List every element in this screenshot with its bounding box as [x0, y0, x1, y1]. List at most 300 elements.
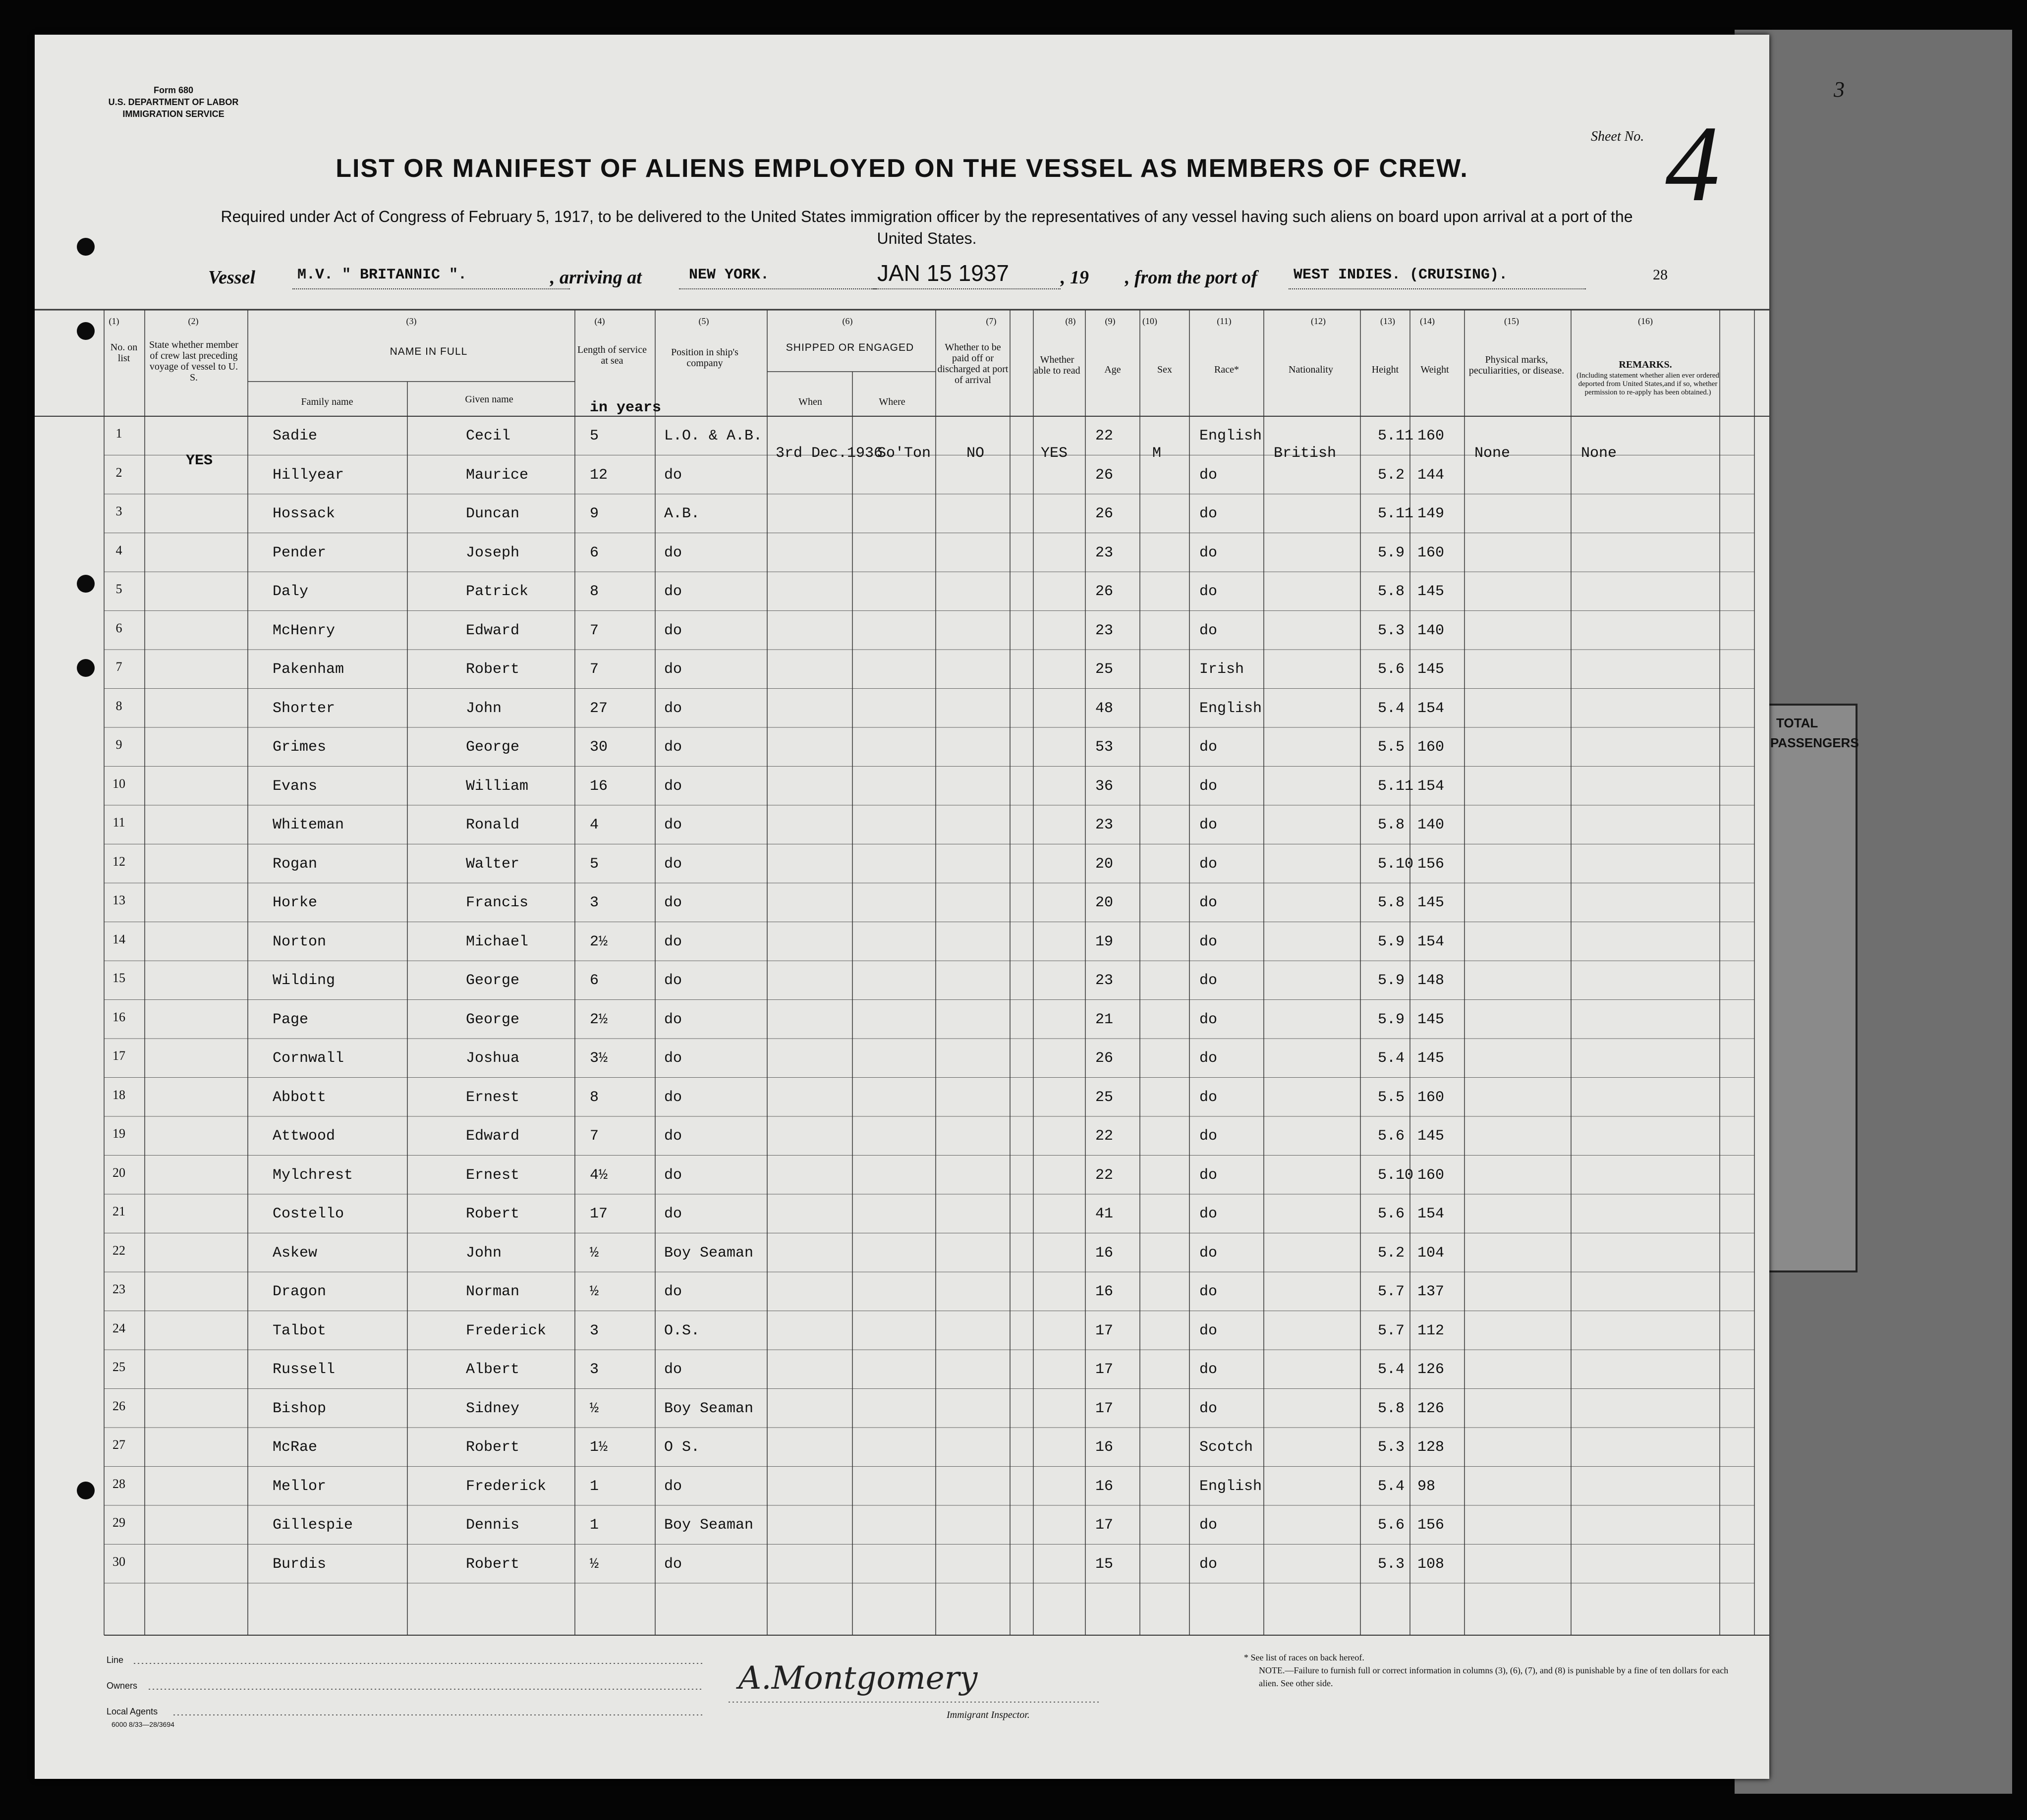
race: do — [1199, 1400, 1218, 1417]
age: 23 — [1095, 817, 1114, 833]
height: 5.4 — [1378, 1050, 1405, 1067]
weight: 156 — [1417, 1517, 1445, 1534]
position: do — [664, 1478, 682, 1495]
service-years: 17 — [590, 1206, 608, 1222]
given-name: Robert — [466, 1206, 520, 1222]
row-number: 3 — [115, 504, 122, 518]
row-number: 26 — [113, 1398, 125, 1413]
weight: 145 — [1417, 1050, 1445, 1067]
family-name: Pakenham — [273, 661, 344, 678]
given-name: Ernest — [466, 1166, 520, 1184]
position: do — [664, 544, 682, 561]
weight: 160 — [1417, 739, 1445, 756]
paid-off-value: NO — [966, 445, 985, 462]
height: 5.9 — [1378, 972, 1405, 989]
family-name: Mylchrest — [273, 1166, 353, 1184]
col-number: (13) — [1380, 316, 1395, 326]
state-member-value: YES — [186, 452, 213, 469]
race: do — [1199, 1011, 1218, 1028]
service-years: 8 — [590, 583, 599, 600]
family-name: Sadie — [273, 428, 318, 444]
given-name: Norman — [466, 1283, 520, 1300]
service-years: 27 — [590, 700, 608, 717]
family-name: McHenry — [273, 622, 336, 639]
col-number: (16) — [1638, 316, 1653, 326]
punch-hole — [77, 1482, 95, 1499]
manifest-page — [35, 35, 1769, 1779]
service-years: 7 — [590, 661, 599, 678]
height: 5.9 — [1378, 933, 1405, 950]
weight: 145 — [1417, 1128, 1445, 1145]
age: 53 — [1095, 739, 1114, 756]
header-in-years: in years — [590, 399, 662, 416]
service-years: ½ — [590, 1555, 599, 1573]
vessel-label: Vessel — [208, 267, 255, 288]
row-number: 11 — [113, 815, 125, 829]
given-name: George — [466, 739, 520, 756]
family-name: Russell — [273, 1361, 336, 1378]
row-number: 7 — [115, 660, 122, 674]
header-weight: Weight — [1420, 364, 1449, 375]
age: 48 — [1095, 700, 1114, 717]
col-number: (8) — [1065, 316, 1076, 326]
weight: 154 — [1417, 1206, 1445, 1222]
height: 5.8 — [1378, 583, 1405, 600]
height: 5.3 — [1378, 1439, 1405, 1456]
row-number: 4 — [115, 543, 122, 557]
header-given-name: Given name — [465, 394, 513, 405]
family-name: Bishop — [273, 1400, 327, 1417]
col-number: (4) — [594, 316, 605, 326]
weight: 160 — [1417, 1166, 1445, 1184]
given-name: Robert — [466, 1555, 520, 1573]
service-years: 3 — [590, 894, 599, 911]
given-name: Robert — [466, 661, 520, 678]
position: do — [664, 894, 682, 911]
given-name: Patrick — [466, 583, 529, 600]
position: Boy Seaman — [664, 1400, 754, 1417]
family-name: Hillyear — [273, 466, 344, 484]
race: do — [1199, 739, 1218, 756]
position: A.B. — [664, 505, 700, 522]
family-name: Page — [273, 1011, 309, 1028]
race: do — [1199, 972, 1218, 989]
given-name: George — [466, 1011, 520, 1028]
race: do — [1199, 1244, 1218, 1262]
service-years: ½ — [590, 1283, 599, 1300]
given-name: Maurice — [466, 466, 529, 484]
stamp-line-1: TOTAL — [1776, 716, 1818, 730]
family-name: Dragon — [273, 1283, 327, 1300]
weight: 126 — [1417, 1361, 1445, 1378]
position: do — [664, 972, 682, 989]
height: 5.7 — [1378, 1322, 1405, 1339]
position: do — [664, 622, 682, 639]
age: 26 — [1095, 505, 1114, 522]
race: English — [1199, 1478, 1262, 1495]
footer-line-label: Line — [107, 1655, 124, 1665]
race: do — [1199, 544, 1218, 561]
family-name: McRae — [273, 1439, 318, 1456]
inspector-signature: A.Montgomery — [738, 1660, 978, 1697]
weight: 140 — [1417, 817, 1445, 833]
age: 20 — [1095, 894, 1114, 911]
given-name: William — [466, 777, 529, 795]
family-name: Askew — [273, 1244, 318, 1262]
race: do — [1199, 855, 1218, 873]
document-title: LIST OR MANIFEST OF ALIENS EMPLOYED ON THE VESSEL AS MEMBERS OF CREW. — [336, 154, 1468, 183]
header-remarks-note: (Including statement whether alien ever ordered deported from United States,and if so, whether permission to re-apply has been obtained.) — [1577, 372, 1719, 396]
weight: 126 — [1417, 1400, 1445, 1417]
date-stamp: JAN 15 1937 — [877, 260, 1009, 286]
height: 5.9 — [1378, 544, 1405, 561]
given-name: Joshua — [466, 1050, 520, 1067]
weight: 154 — [1417, 933, 1445, 950]
position: do — [664, 1206, 682, 1222]
header-nationality: Nationality — [1289, 364, 1333, 375]
race: do — [1199, 466, 1218, 484]
given-name: Edward — [466, 1128, 520, 1145]
row-number: 19 — [113, 1126, 125, 1141]
punch-hole — [77, 238, 95, 256]
weight: 156 — [1417, 855, 1445, 873]
race: do — [1199, 1361, 1218, 1378]
race: Irish — [1199, 661, 1244, 678]
service-years: 2½ — [590, 1011, 608, 1028]
shipped-where-value: So'Ton — [877, 445, 931, 462]
row-number: 21 — [113, 1204, 125, 1218]
age: 20 — [1095, 855, 1114, 873]
weight: 160 — [1417, 1089, 1445, 1106]
height: 5.11 — [1378, 505, 1414, 522]
row-number: 15 — [113, 971, 125, 985]
height: 5.8 — [1378, 817, 1405, 833]
header-able-read: Whether able to read — [1034, 354, 1080, 376]
height: 5.2 — [1378, 1244, 1405, 1262]
age: 17 — [1095, 1361, 1114, 1378]
service-years: 16 — [590, 777, 608, 795]
remarks-value: None — [1581, 445, 1617, 462]
row-number: 5 — [115, 582, 122, 596]
family-name: Costello — [273, 1206, 344, 1222]
age: 36 — [1095, 777, 1114, 795]
family-name: Talbot — [273, 1322, 327, 1339]
weight: 154 — [1417, 777, 1445, 795]
service-years: 3 — [590, 1322, 599, 1339]
race: do — [1199, 1050, 1218, 1067]
age: 23 — [1095, 544, 1114, 561]
races-note: * See list of races on back hereof. — [1244, 1653, 1364, 1662]
race: do — [1199, 1322, 1218, 1339]
given-name: Albert — [466, 1361, 520, 1378]
sheet-label: Sheet No. — [1591, 129, 1644, 144]
weight: 140 — [1417, 622, 1445, 639]
header-shipped-engaged: SHIPPED OR ENGAGED — [786, 342, 914, 353]
race: do — [1199, 583, 1218, 600]
position: do — [664, 855, 682, 873]
age: 16 — [1095, 1244, 1114, 1262]
height: 5.11 — [1378, 428, 1414, 444]
age: 22 — [1095, 1166, 1114, 1184]
weight: 98 — [1417, 1478, 1436, 1495]
height: 5.6 — [1378, 1206, 1405, 1222]
race: do — [1199, 777, 1218, 795]
age: 23 — [1095, 622, 1114, 639]
row-number: 29 — [113, 1515, 125, 1530]
inspector-caption: Immigrant Inspector. — [947, 1710, 1030, 1720]
weight: 145 — [1417, 1011, 1445, 1028]
race: do — [1199, 1166, 1218, 1184]
race: do — [1199, 1555, 1218, 1573]
arriving-label: , arriving at — [550, 267, 642, 288]
header-family-name: Family name — [301, 396, 353, 407]
weight: 148 — [1417, 972, 1445, 989]
age: 16 — [1095, 1478, 1114, 1495]
form-number: Form 680 — [153, 85, 194, 95]
position: do — [664, 1166, 682, 1184]
punch-hole — [77, 659, 95, 677]
given-name: Robert — [466, 1439, 520, 1456]
row-number: 18 — [113, 1087, 125, 1102]
weight: 112 — [1417, 1322, 1445, 1339]
footer-print-code: 6000 8/33—28/3694 — [112, 1720, 174, 1728]
vessel-count: 28 — [1653, 267, 1668, 283]
position: do — [664, 661, 682, 678]
position: do — [664, 700, 682, 717]
service-years: 6 — [590, 544, 599, 561]
service-years: 1½ — [590, 1439, 608, 1456]
given-name: Frederick — [466, 1478, 547, 1495]
position: do — [664, 1555, 682, 1573]
punch-hole — [77, 575, 95, 593]
service-years: 3 — [590, 1361, 599, 1378]
family-name: Grimes — [273, 739, 327, 756]
age: 17 — [1095, 1400, 1114, 1417]
col-number: (2) — [188, 316, 199, 326]
family-name: Burdis — [273, 1555, 327, 1573]
row-number: 16 — [113, 1009, 125, 1024]
given-name: Duncan — [466, 505, 520, 522]
header-paid-off: Whether to be paid off or discharged at port of arrival — [937, 342, 1009, 386]
height: 5.5 — [1378, 739, 1405, 756]
position: do — [664, 933, 682, 950]
col-number: (1) — [109, 316, 119, 326]
row-number: 12 — [113, 854, 125, 869]
age: 16 — [1095, 1283, 1114, 1300]
service-years: 9 — [590, 505, 599, 522]
service-years: ½ — [590, 1244, 599, 1262]
nationality-value: British — [1274, 445, 1337, 462]
race: do — [1199, 505, 1218, 522]
weight: 137 — [1417, 1283, 1445, 1300]
height: 5.8 — [1378, 894, 1405, 911]
able-read-value: YES — [1041, 445, 1068, 462]
position: do — [664, 739, 682, 756]
family-name: Abbott — [273, 1089, 327, 1106]
service-years: 3½ — [590, 1050, 608, 1067]
height: 5.6 — [1378, 1517, 1405, 1534]
service-years: 7 — [590, 622, 599, 639]
service-years: 5 — [590, 855, 599, 873]
family-name: Cornwall — [273, 1050, 344, 1067]
age: 17 — [1095, 1517, 1114, 1534]
position: do — [664, 777, 682, 795]
height: 5.5 — [1378, 1089, 1405, 1106]
position: do — [664, 1128, 682, 1145]
race: do — [1199, 1283, 1218, 1300]
row-number: 10 — [113, 776, 125, 791]
header-state-member: State whether member of crew last preceding voyage of vessel to U. S. — [149, 339, 238, 383]
height: 5.4 — [1378, 700, 1405, 717]
row-number: 8 — [115, 698, 122, 713]
family-name: Pender — [273, 544, 327, 561]
race: do — [1199, 622, 1218, 639]
col-number: (5) — [698, 316, 709, 326]
height: 5.3 — [1378, 1555, 1405, 1573]
race: do — [1199, 894, 1218, 911]
weight: 160 — [1417, 544, 1445, 561]
weight: 145 — [1417, 894, 1445, 911]
weight: 149 — [1417, 505, 1445, 522]
header-when: When — [798, 396, 822, 407]
position: do — [664, 1050, 682, 1067]
race: do — [1199, 1517, 1218, 1534]
position: O S. — [664, 1439, 700, 1456]
col-number: (15) — [1504, 316, 1519, 326]
service-years: ½ — [590, 1400, 599, 1417]
sex-value: M — [1152, 445, 1162, 462]
height: 5.2 — [1378, 466, 1405, 484]
col-number: (3) — [406, 316, 417, 326]
header-height: Height — [1371, 364, 1399, 375]
header-sex: Sex — [1157, 364, 1172, 375]
height: 5.6 — [1378, 1128, 1405, 1145]
age: 22 — [1095, 428, 1114, 444]
height: 5.6 — [1378, 661, 1405, 678]
race: Scotch — [1199, 1439, 1253, 1456]
age: 26 — [1095, 1050, 1114, 1067]
stamp-line-2: PASSENGERS — [1770, 735, 1859, 750]
row-number: 22 — [113, 1243, 125, 1258]
age: 17 — [1095, 1322, 1114, 1339]
weight: 160 — [1417, 428, 1445, 444]
weight: 144 — [1417, 466, 1445, 484]
family-name: Rogan — [273, 855, 318, 873]
col-number: (9) — [1105, 316, 1116, 326]
age: 21 — [1095, 1011, 1114, 1028]
corner-mark: 3 — [1834, 77, 1845, 102]
age: 26 — [1095, 583, 1114, 600]
position: do — [664, 1283, 682, 1300]
from-port: WEST INDIES. (CRUISING). — [1294, 267, 1508, 283]
race: do — [1199, 1089, 1218, 1106]
age: 15 — [1095, 1555, 1114, 1573]
header-position: Position in ship's company — [671, 347, 738, 369]
age: 41 — [1095, 1206, 1114, 1222]
position: do — [664, 466, 682, 484]
height: 5.3 — [1378, 622, 1405, 639]
given-name: Cecil — [466, 428, 511, 444]
back-sheet — [1735, 30, 2012, 1794]
row-number: 1 — [115, 426, 122, 441]
row-number: 14 — [113, 932, 125, 946]
service-years: 4½ — [590, 1166, 608, 1184]
vessel-name: M.V. " BRITANNIC ". — [297, 267, 467, 283]
height: 5.10 — [1378, 855, 1414, 873]
footer-owners-label: Owners — [107, 1681, 138, 1691]
position: Boy Seaman — [664, 1244, 754, 1262]
penalty-note: NOTE.—Failure to furnish full or correct information in columns (3), (6), (7), and (8) is punishable by a fine of ten dollars for each alien. See other side. — [1259, 1665, 1729, 1688]
arriving-port: NEW YORK. — [689, 267, 770, 283]
given-name: John — [466, 1244, 502, 1262]
weight: 104 — [1417, 1244, 1445, 1262]
position: do — [664, 583, 682, 600]
weight: 154 — [1417, 700, 1445, 717]
footer-agents-label: Local Agents — [107, 1707, 158, 1716]
given-name: Walter — [466, 855, 520, 873]
row-number: 2 — [115, 465, 122, 480]
given-name: Ernest — [466, 1089, 520, 1106]
service-years: 2½ — [590, 933, 608, 950]
header-where: Where — [879, 396, 905, 407]
family-name: Horke — [273, 894, 318, 911]
age: 25 — [1095, 661, 1114, 678]
service-years: 7 — [590, 1128, 599, 1145]
from-label: , from the port of — [1125, 267, 1258, 288]
header-physical-marks: Physical marks, peculiarities, or disease. — [1468, 354, 1565, 376]
row-number: 28 — [113, 1476, 125, 1491]
form-header — [84, 84, 263, 120]
service-years: 5 — [590, 428, 599, 444]
given-name: Joseph — [466, 544, 520, 561]
height: 5.4 — [1378, 1361, 1405, 1378]
header-name-in-full: NAME IN FULL — [390, 346, 468, 357]
row-number: 6 — [115, 620, 122, 635]
age: 22 — [1095, 1128, 1114, 1145]
col-number: (12) — [1311, 316, 1326, 326]
weight: 128 — [1417, 1439, 1445, 1456]
row-number: 25 — [113, 1360, 125, 1374]
punch-hole — [77, 322, 95, 340]
position: do — [664, 1361, 682, 1378]
row-number: 27 — [113, 1437, 125, 1452]
given-name: Michael — [466, 933, 529, 950]
row-number: 30 — [113, 1554, 125, 1569]
family-name: Hossack — [273, 505, 336, 522]
service-years: 1 — [590, 1517, 599, 1534]
family-name: Mellor — [273, 1478, 327, 1495]
given-name: George — [466, 972, 520, 989]
position: do — [664, 1011, 682, 1028]
service-name: IMMIGRATION SERVICE — [122, 109, 225, 119]
row-number: 24 — [113, 1321, 125, 1335]
given-name: John — [466, 700, 502, 717]
row-number: 20 — [113, 1165, 125, 1180]
given-name: Frederick — [466, 1322, 547, 1339]
position: L.O. & A.B. — [664, 428, 763, 444]
age: 25 — [1095, 1089, 1114, 1106]
header-no-on-list: No. on list — [110, 342, 138, 364]
family-name: Norton — [273, 933, 327, 950]
race: do — [1199, 1206, 1218, 1222]
age: 23 — [1095, 972, 1114, 989]
age: 19 — [1095, 933, 1114, 950]
service-years: 12 — [590, 466, 608, 484]
family-name: Shorter — [273, 700, 336, 717]
physical-value: None — [1474, 445, 1511, 462]
row-number: 13 — [113, 893, 125, 907]
vessel-line — [35, 260, 1769, 292]
